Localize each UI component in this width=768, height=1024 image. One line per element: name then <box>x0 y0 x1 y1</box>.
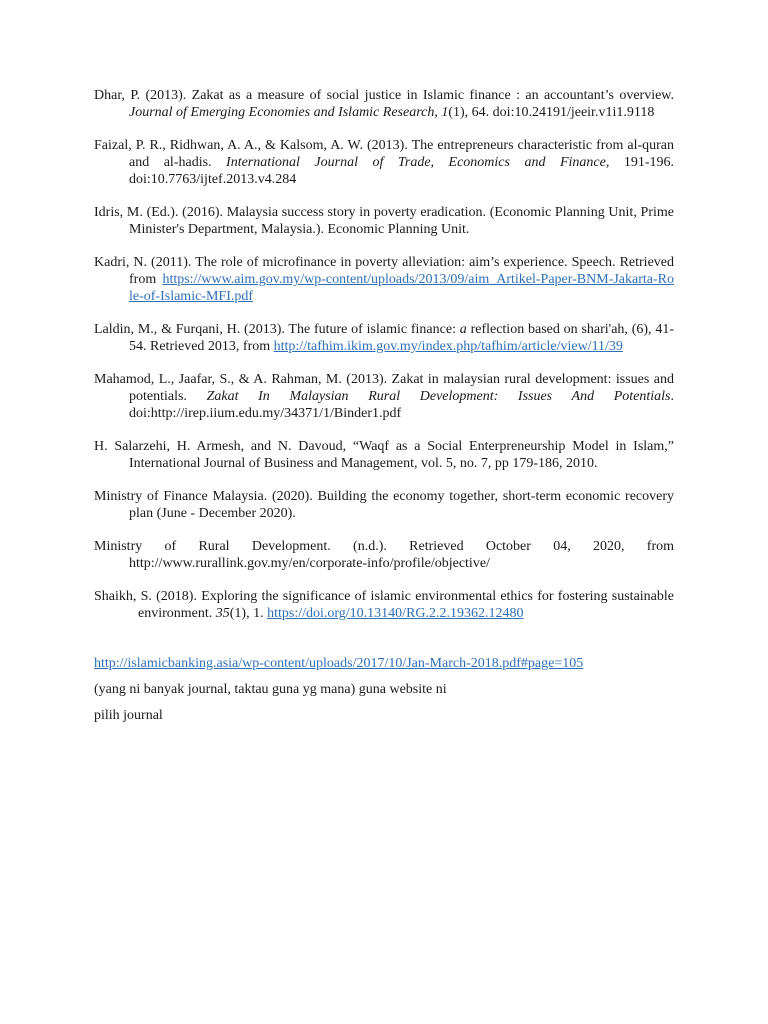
reference-ministry-finance <box>94 488 674 522</box>
reference-text: Kadri, N. (2011). The role of microfinance in poverty alleviation: aim’s experience. Speech. Retrieved from <box>94 255 674 287</box>
reference-text: Shaikh, S. (2018). Exploring the significance of islamic environmental ethics for fostering sustainable environment. <box>94 589 674 621</box>
reference-text: Laldin, M., & Furqani, H. (2013). The future of islamic finance: <box>94 322 460 337</box>
reference-link[interactable]: https://doi.org/10.13140/RG.2.2.19362.12480 <box>267 606 524 621</box>
reference-text: H. Salarzehi, H. Armesh, and N. Davoud, “Waqf as a Social Enterpreneurship Model in Islam,” International Journal of Business and Management, vol. 5, no. 7, pp 179-186, 2010. <box>94 439 674 471</box>
reference-text: Idris, M. (Ed.). (2016). Malaysia success story in poverty eradication. (Economic Planning Unit, Prime Minister's Department, Malaysia.). Economic Planning Unit. <box>94 205 674 237</box>
note-line-2: pilih journal <box>94 708 163 723</box>
reference-faizal <box>94 137 674 188</box>
reference-dhar <box>94 87 674 121</box>
reference-volume: 35 <box>215 606 230 621</box>
reference-text: Ministry of Rural Development. (n.d.). Retrieved October 04, 2020, from http://www.rurallink.gov.my/en/corporate-info/profile/objective/ <box>94 539 674 571</box>
reference-italic: a <box>459 322 467 337</box>
reference-mahamod <box>94 371 674 422</box>
reference-journal: Journal of Emerging Economies and Islamic Research, 1 <box>129 105 449 120</box>
reference-text: Faizal, P. R., Ridhwan, A. A., & Kalsom, A. W. (2013). The entrepreneurs characteristic from al-quran and al-hadis. <box>94 138 674 170</box>
note-link-line <box>94 655 674 672</box>
reference-text: Ministry of Finance Malaysia. (2020). Building the economy together, short-term economic recovery plan (June - December 2020). <box>94 489 674 521</box>
reference-journal: Zakat In Malaysian Rural Development: Issues And Potentials <box>206 389 671 404</box>
reference-shaikh <box>94 588 674 622</box>
reference-text: Mahamod, L., Jaafar, S., & A. Rahman, M. (2013). Zakat in malaysian rural development: issues and potentials. <box>94 372 674 404</box>
reference-tail: (1), 64. doi:10.24191/jeeir.v1i1.9118 <box>448 105 655 120</box>
islamicbanking-link[interactable]: http://islamicbanking.asia/wp-content/uploads/2017/10/Jan-March-2018.pdf#page=105 <box>94 656 584 671</box>
reference-link[interactable]: http://tafhim.ikim.gov.my/index.php/tafhim/article/view/11/39 <box>273 339 623 354</box>
reference-text: Dhar, P. (2013). Zakat as a measure of social justice in Islamic finance : an accountant’s overview. <box>94 88 674 103</box>
reference-laldin <box>94 321 674 355</box>
reference-tail: 191-196. doi:10.7763/ijtef.2013.v4.284 <box>129 155 674 187</box>
reference-link[interactable]: https://www.aim.gov.my/wp-content/uploads/2013/09/aim_Artikel-Paper-BNM-Jakarta-Role-of-Islamic-MFI.pdf <box>129 272 674 304</box>
reference-idris <box>94 204 674 238</box>
reference-tail: reflection based on shari'ah, (6), 41-54. Retrieved 2013, from <box>129 322 674 354</box>
reference-ministry-rural <box>94 538 674 572</box>
reference-journal: International Journal of Trade, Economics and Finance, <box>226 155 610 170</box>
note-line-1: (yang ni banyak journal, taktau guna yg mana) guna website ni <box>94 682 447 697</box>
reference-kadri <box>94 254 674 305</box>
reference-salarzehi <box>94 438 674 472</box>
reference-tail: (1), 1. <box>229 606 268 621</box>
reference-tail: . doi:http://irep.iium.edu.my/34371/1/Binder1.pdf <box>129 389 675 421</box>
